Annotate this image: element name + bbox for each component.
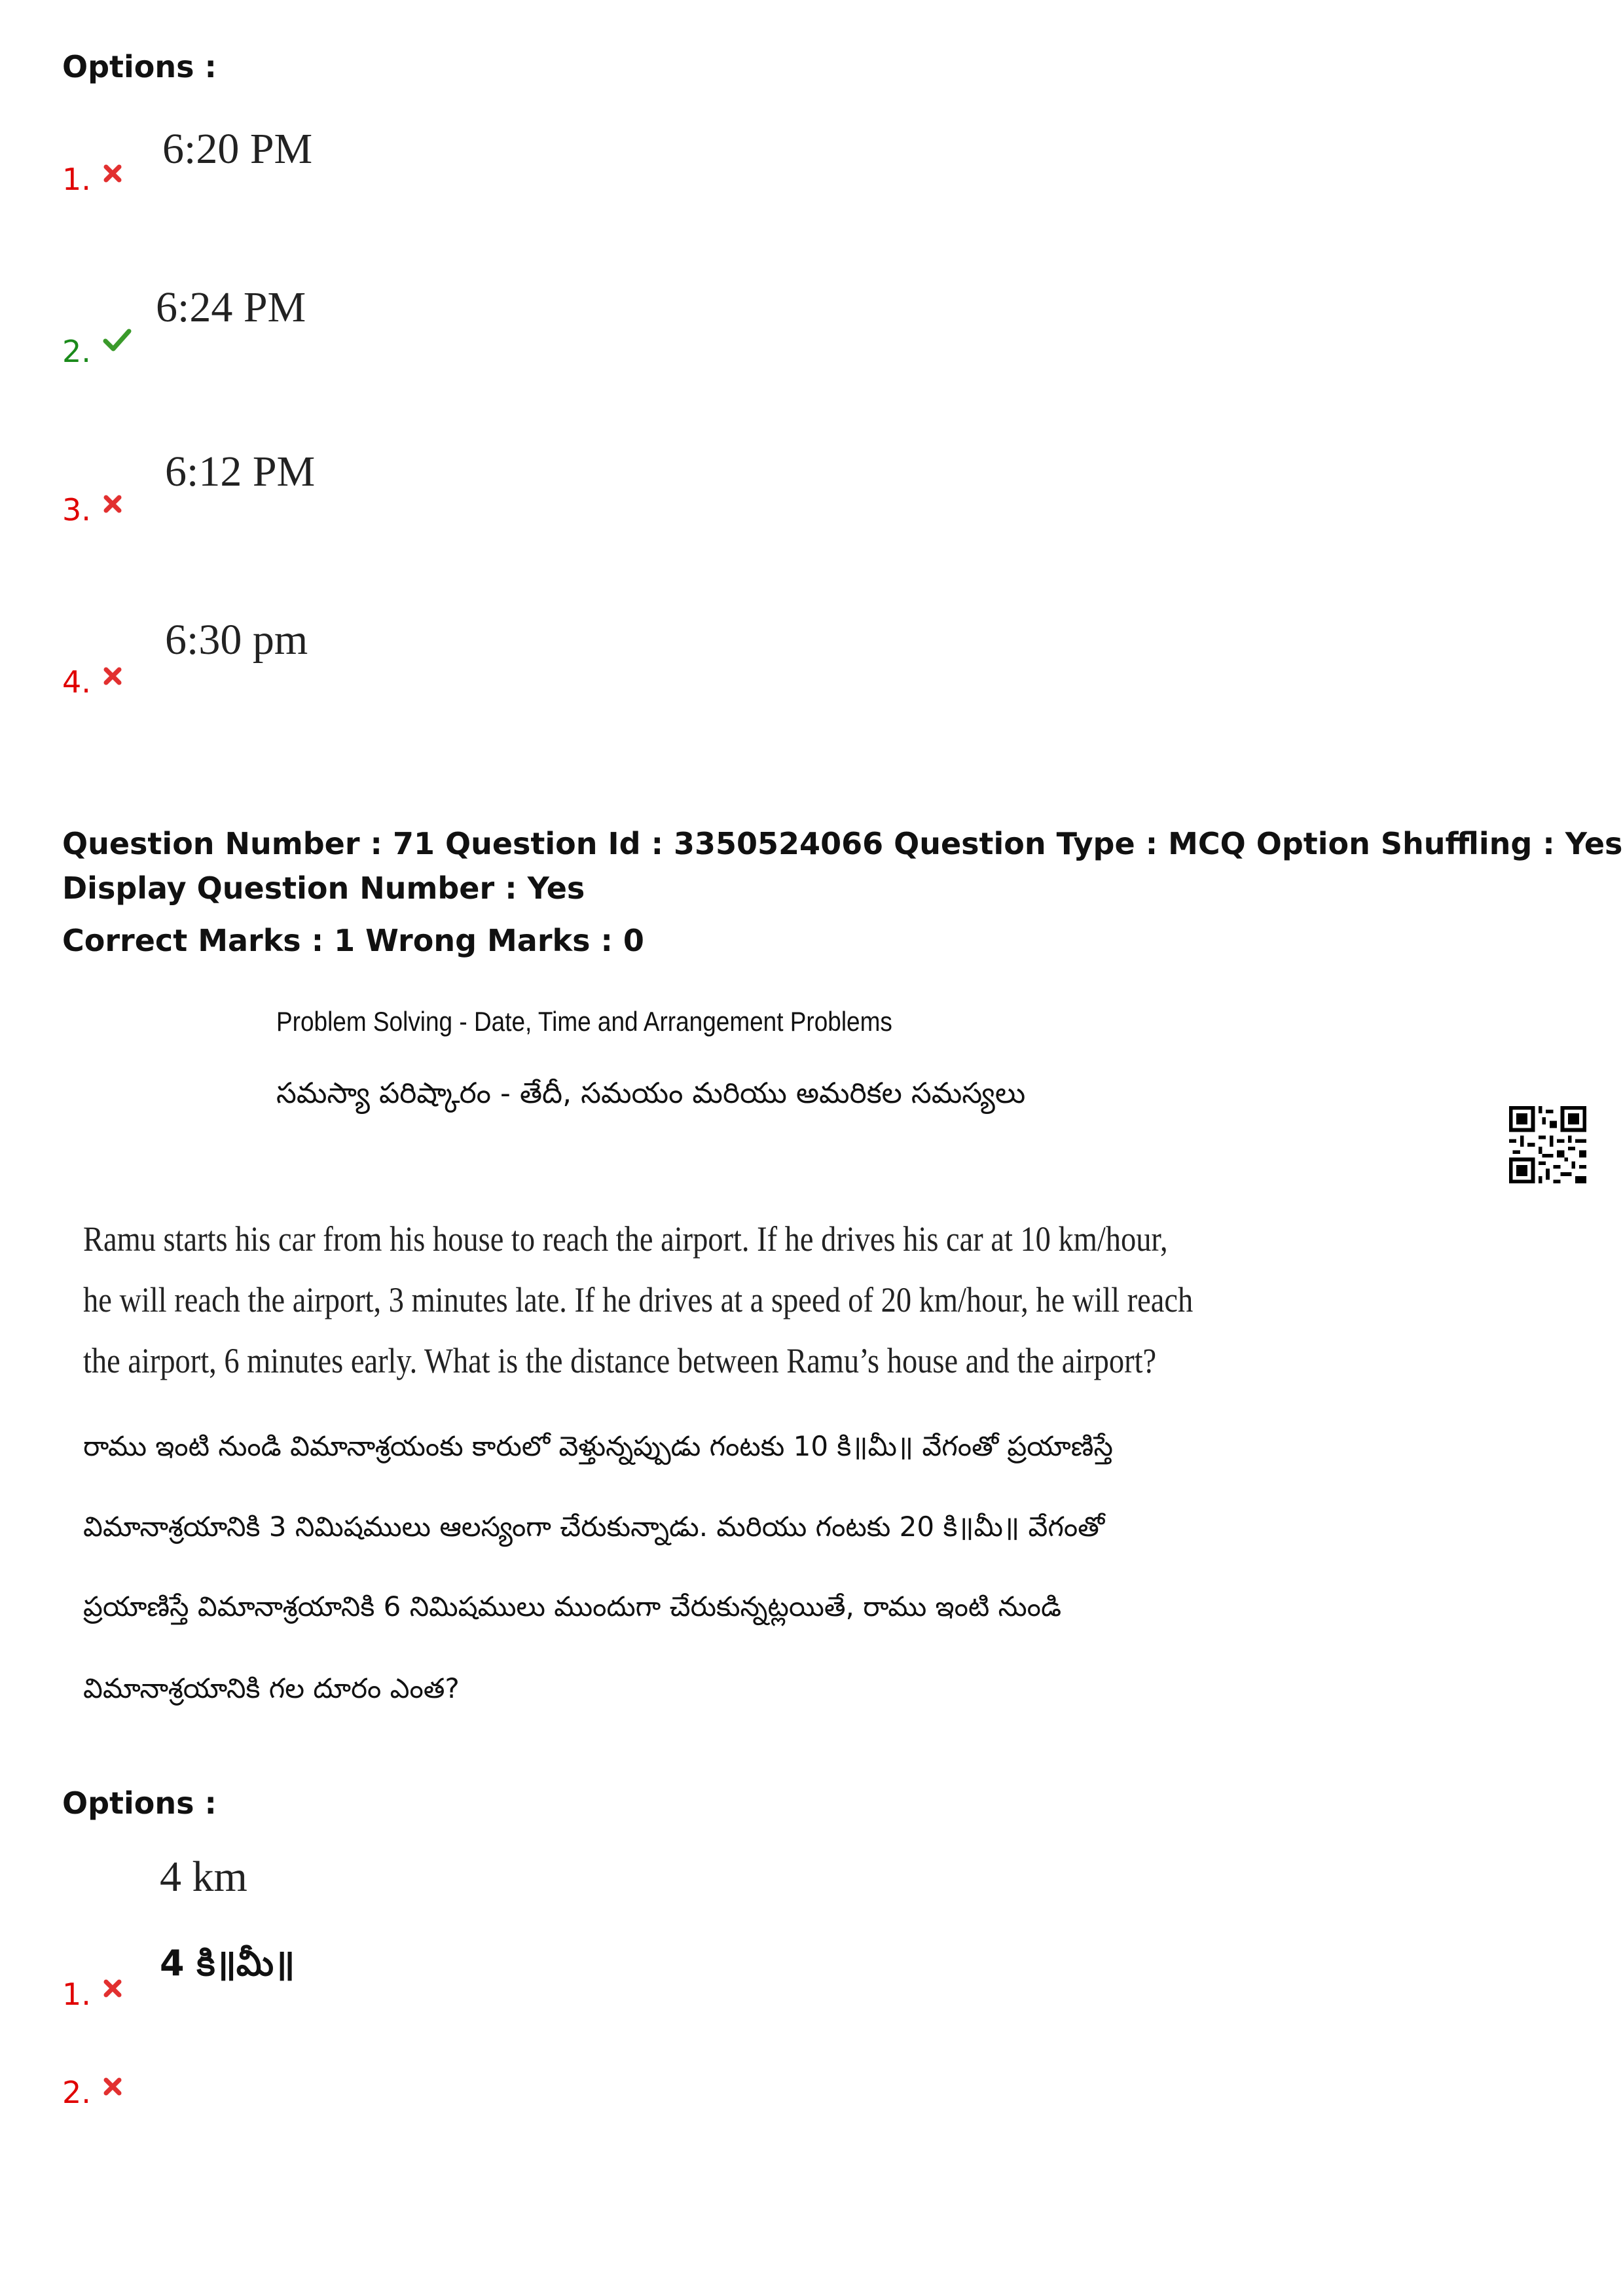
option-1 <box>62 162 122 197</box>
option-1-te-text: 4 కి॥మీ॥ <box>160 1943 295 1984</box>
option-3-image-text: 6:12 PM <box>165 448 316 495</box>
question-text-te-line3: ప్రయాణిస్తే విమానాశ్రయానికి 6 నిమిషములు ముందుగా చేరుకున్నట్లయితే, రాము ఇంటి నుండి <box>83 1590 1062 1623</box>
options-label-2: Options : <box>62 1785 217 1821</box>
option-2 <box>62 2075 122 2110</box>
option-4 <box>62 664 122 700</box>
option-number: 4. <box>62 664 91 700</box>
question-text-te-line4: విమానాశ్రయానికి గల దూరం ఎంత? <box>83 1672 460 1704</box>
option-4-image-text: 6:30 pm <box>165 616 308 664</box>
options-label: Options : <box>62 49 217 84</box>
option-number: 2. <box>62 2075 91 2110</box>
topic-telugu: సమస్యా పరిష్కారం - తేదీ, సమయం మరియు అమరికల సమస్యలు <box>276 1077 1026 1110</box>
option-2 <box>62 334 132 369</box>
option-2-image-text: 6:24 PM <box>156 283 306 331</box>
question-meta-line2: Display Question Number : Yes <box>62 870 585 906</box>
cross-icon <box>103 155 122 190</box>
cross-icon <box>103 658 122 693</box>
option-1-en-text: 4 km <box>160 1853 247 1901</box>
option-1 <box>62 1977 122 2012</box>
option-number: 1. <box>62 1977 91 2012</box>
cross-icon <box>103 486 122 521</box>
cross-icon <box>103 1970 122 2005</box>
cross-icon <box>103 2068 122 2104</box>
qr-code-icon <box>1509 1106 1586 1183</box>
question-text-en-line1: Ramu starts his car from his house to reach the airport. If he drives his car at 10 km/hour, <box>83 1219 1168 1259</box>
question-text-te-line2: విమానాశ్రయానికి 3 నిమిషములు ఆలస్యంగా చేరుకున్నాడు. మరియు గంటకు 20 కి॥మీ॥ వేగంతో <box>83 1511 1105 1543</box>
option-number: 2. <box>62 334 91 369</box>
question-text-en-line3: the airport, 6 minutes early. What is the distance between Ramu’s house and the airport? <box>83 1341 1157 1380</box>
option-3 <box>62 492 122 528</box>
check-icon <box>103 325 132 360</box>
option-number: 1. <box>62 162 91 197</box>
topic-english: Problem Solving - Date, Time and Arrangement Problems <box>276 1006 892 1037</box>
option-1-image-text: 6:20 PM <box>162 125 313 173</box>
option-number: 3. <box>62 492 91 528</box>
question-text-en-line2: he will reach the airport, 3 minutes late. If he drives at a speed of 20 km/hour, he will reach <box>83 1280 1194 1319</box>
question-marks: Correct Marks : 1 Wrong Marks : 0 <box>62 923 644 958</box>
question-meta-line1: Question Number : 71 Question Id : 3350524066 Question Type : MCQ Option Shuffling : Yes <box>62 826 1623 861</box>
question-text-te-line1: రాము ఇంటి నుండి విమానాశ్రయంకు కారులో వెళ్తున్నప్పుడు గంటకు 10 కి॥మీ॥ వేగంతో ప్రయాణిస్తే <box>83 1430 1113 1462</box>
